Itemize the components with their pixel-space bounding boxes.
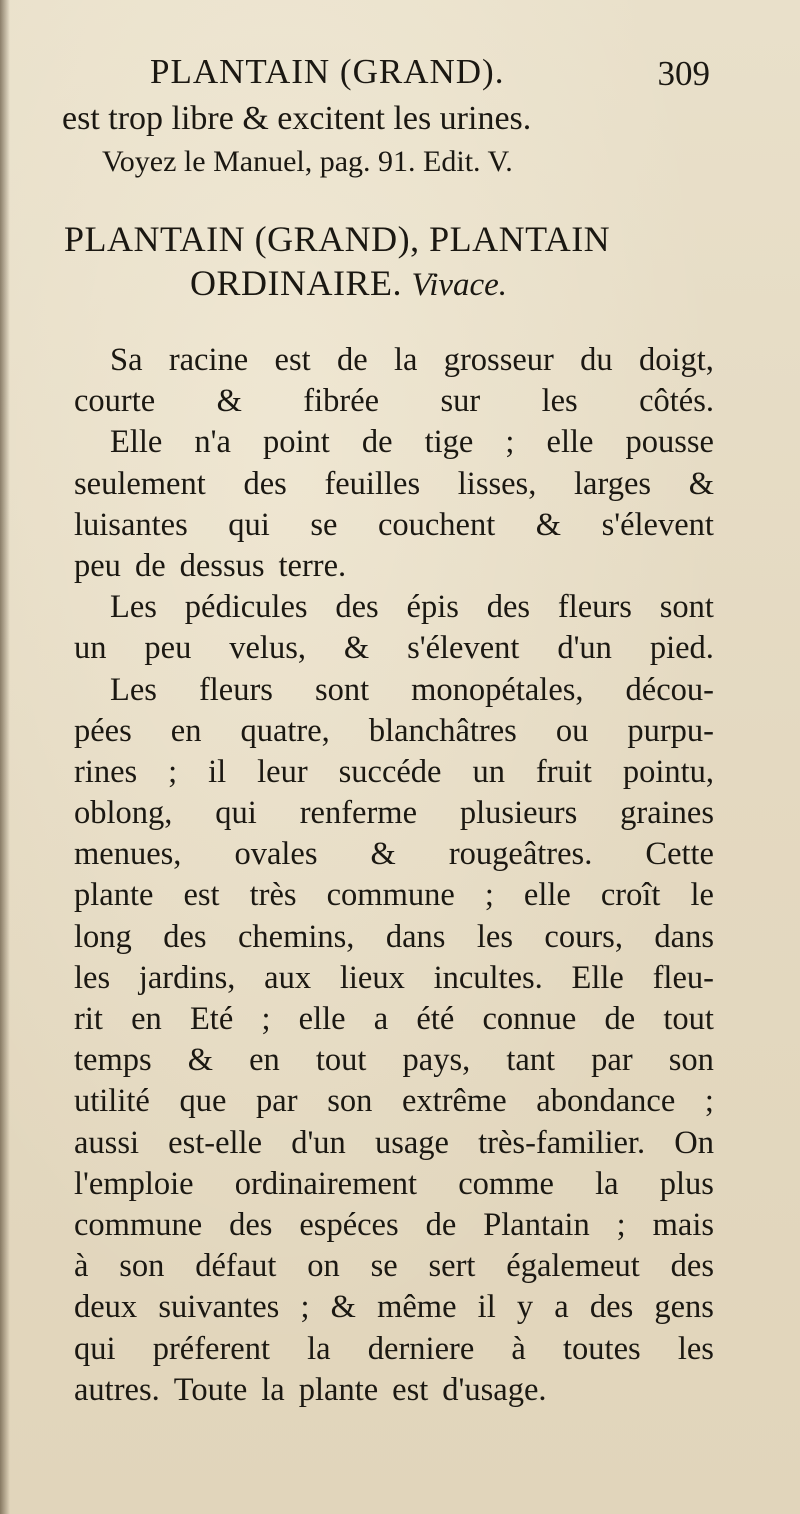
word: des: [486, 589, 531, 626]
word: feuilles: [324, 465, 421, 502]
word: fleurs: [198, 671, 273, 708]
word: &: [330, 1289, 356, 1326]
word: &: [343, 630, 370, 667]
word: Les: [110, 671, 157, 708]
word: renferme: [299, 795, 417, 832]
word: par: [256, 1083, 298, 1120]
text-line: [74, 1370, 714, 1411]
word: fleu-: [652, 959, 714, 996]
word: sur: [440, 383, 481, 420]
word: fibrée: [303, 383, 380, 420]
word: point: [263, 424, 330, 461]
word: menues,: [74, 836, 182, 873]
word: se: [310, 506, 338, 543]
text-line: [74, 546, 714, 587]
word: ;: [484, 877, 494, 914]
word: incultes.: [433, 959, 543, 996]
word: terre.: [278, 547, 347, 584]
word: ;: [704, 1083, 714, 1120]
word: Elle: [571, 959, 624, 996]
word: a: [373, 1001, 389, 1037]
word: &: [216, 383, 242, 420]
word: son: [327, 1083, 373, 1120]
entry-heading-line-2: [190, 262, 507, 304]
word: Eté: [189, 1001, 234, 1037]
word: abondance: [536, 1083, 676, 1120]
word: larges: [574, 465, 652, 502]
word: s'élevent: [601, 506, 714, 543]
word: leur: [257, 753, 308, 790]
word: quatre,: [240, 712, 330, 749]
word: de: [336, 342, 368, 378]
word: des: [243, 465, 287, 502]
word: &: [187, 1042, 214, 1079]
word: en: [131, 1001, 162, 1037]
word: elle: [523, 877, 571, 914]
word: connue: [482, 1001, 577, 1037]
word: Elle: [110, 424, 163, 461]
word: jardins,: [138, 959, 236, 996]
word: chemins,: [237, 918, 355, 955]
word: luisantes: [74, 506, 188, 543]
word: tout: [315, 1042, 367, 1079]
word: préferent: [152, 1330, 270, 1367]
word: comme: [458, 1165, 554, 1202]
word: est: [183, 877, 220, 914]
word: qui: [228, 506, 270, 543]
word: extrême: [401, 1083, 507, 1120]
word: y: [516, 1289, 534, 1326]
word: Les: [110, 589, 157, 626]
text-line: [74, 381, 714, 422]
word: un: [74, 630, 107, 667]
word: que: [179, 1083, 227, 1120]
word: défaut: [195, 1248, 277, 1285]
word: très-familier.: [478, 1124, 646, 1161]
word: velus,: [229, 630, 306, 667]
word: d'un: [557, 630, 612, 667]
word: &: [370, 836, 396, 873]
word: utilité: [74, 1083, 150, 1120]
text-line: [74, 1287, 714, 1328]
word: usage: [374, 1124, 449, 1161]
word: se: [370, 1248, 398, 1285]
text-line: [74, 752, 714, 793]
word: épis: [406, 589, 459, 626]
word: est: [392, 1371, 429, 1408]
word: mais: [652, 1206, 714, 1243]
entry-heading-vivace: Vivace.: [411, 267, 508, 303]
word: son: [668, 1042, 714, 1079]
text-line: [74, 711, 714, 752]
word: aux: [264, 959, 312, 996]
word: elle: [546, 424, 594, 461]
word: a: [554, 1289, 569, 1326]
word: pointu,: [622, 753, 714, 790]
word: derniere: [367, 1330, 475, 1367]
word: plante: [298, 1371, 379, 1408]
word: il: [477, 1289, 496, 1326]
word: des: [229, 1206, 273, 1243]
word: aussi: [74, 1124, 139, 1161]
word: de: [361, 424, 393, 461]
text-line: [74, 1246, 714, 1287]
text-line: [74, 1123, 714, 1164]
word: graines: [620, 795, 714, 832]
word: ou: [555, 712, 589, 749]
word: sert: [428, 1248, 476, 1285]
carryover-line-1: est trop libre & excitent les urines.: [62, 100, 532, 137]
word: monopétales,: [411, 671, 584, 708]
word: les: [677, 1330, 714, 1367]
entry-body: [74, 340, 714, 1411]
word: croît: [600, 877, 661, 914]
word: ;: [261, 1001, 271, 1037]
word: qui: [74, 1330, 116, 1367]
word: des: [163, 918, 207, 955]
word: un: [472, 753, 505, 790]
word: grosseur: [443, 342, 554, 378]
word: pédicules: [184, 589, 308, 626]
word: est: [274, 342, 311, 378]
word: été: [416, 1001, 455, 1037]
word: oblong,: [74, 795, 173, 832]
text-line: [74, 505, 714, 546]
word: est-elle: [168, 1124, 263, 1161]
word: de: [425, 1206, 457, 1243]
word: long: [74, 918, 132, 955]
word: rines: [74, 753, 138, 790]
word: pied.: [649, 630, 714, 667]
word: à: [511, 1330, 526, 1367]
word: peu: [74, 547, 121, 584]
word: peu: [144, 630, 192, 667]
word: ordinairement: [234, 1165, 418, 1202]
word: ;: [505, 424, 515, 461]
word: en: [170, 712, 202, 749]
word: dans: [385, 918, 446, 955]
word: pousse: [625, 424, 714, 461]
word: &: [535, 506, 562, 543]
text-line: [74, 834, 714, 875]
word: pays,: [402, 1042, 471, 1079]
word: la: [307, 1330, 331, 1367]
word: de: [134, 547, 166, 584]
text-line: [74, 917, 714, 958]
text-line: [74, 670, 714, 711]
word: s'élevent: [407, 630, 520, 667]
word: seulement: [74, 465, 206, 502]
page-gutter-shadow: [0, 0, 10, 1514]
word: temps: [74, 1042, 152, 1079]
word: plante: [74, 877, 154, 914]
word: courte: [74, 383, 156, 420]
word: côtés.: [639, 383, 714, 420]
entry-heading-ordinaire: ORDINAIRE.: [190, 263, 402, 303]
text-line: [74, 1164, 714, 1205]
text-line: [74, 587, 714, 628]
word: même: [377, 1289, 457, 1326]
word: elle: [298, 1001, 346, 1037]
word: des: [589, 1289, 634, 1326]
word: Cette: [645, 836, 714, 873]
word: son: [119, 1248, 165, 1285]
page-number: 309: [657, 54, 710, 93]
carryover-line-2: Voyez le Manuel, pag. 91. Edit. V.: [102, 145, 513, 178]
word: blanchâtres: [368, 712, 517, 749]
text-line: [74, 1040, 714, 1081]
word: &: [688, 465, 714, 502]
text-line: [74, 340, 714, 381]
word: doigt,: [638, 342, 714, 378]
text-line: [74, 1329, 714, 1370]
word: dessus: [179, 547, 265, 584]
word: on: [307, 1248, 340, 1285]
word: d'usage.: [442, 1371, 547, 1408]
word: ;: [168, 753, 178, 790]
word: autres.: [74, 1371, 160, 1408]
word: la: [393, 342, 418, 378]
word: d'un: [291, 1124, 346, 1161]
word: deux: [74, 1289, 138, 1326]
word: des: [335, 589, 379, 626]
word: lisses,: [457, 465, 537, 502]
text-line: [74, 1081, 714, 1122]
word: Toute: [173, 1371, 248, 1408]
word: fleurs: [557, 589, 632, 626]
word: lieux: [339, 959, 405, 996]
word: cours,: [544, 918, 623, 955]
word: du: [580, 342, 613, 378]
word: commune: [74, 1206, 203, 1243]
word: par: [591, 1042, 633, 1079]
word: espéces: [299, 1206, 399, 1243]
word: des: [670, 1248, 714, 1285]
word: fruit: [535, 753, 592, 790]
word: les: [541, 383, 578, 420]
word: plusieurs: [459, 795, 578, 832]
text-line: [74, 1205, 714, 1246]
word: Sa: [110, 342, 143, 378]
word: toutes: [563, 1330, 641, 1367]
word: les: [74, 959, 111, 996]
word: gens: [654, 1289, 714, 1326]
word: sont: [659, 589, 714, 626]
word: la: [261, 1371, 285, 1408]
word: ;: [616, 1206, 626, 1243]
word: qui: [215, 795, 257, 832]
word: égalemeut: [506, 1248, 640, 1285]
word: décou-: [625, 671, 714, 708]
word: les: [476, 918, 513, 955]
word: dans: [654, 918, 714, 955]
word: tout: [663, 1001, 714, 1037]
text-line: [74, 999, 714, 1040]
word: il: [208, 753, 227, 790]
word: le: [690, 877, 714, 914]
word: rit: [74, 1001, 103, 1037]
word: à: [74, 1248, 89, 1285]
word: très: [249, 877, 297, 914]
entry-heading-line-1: PLANTAIN (GRAND), PLANTAIN: [64, 219, 611, 259]
text-line: [74, 422, 714, 463]
word: rougeâtres.: [448, 836, 593, 873]
text-line: [74, 793, 714, 834]
word: n'a: [194, 424, 231, 461]
text-line: [74, 875, 714, 916]
word: ;: [300, 1289, 310, 1326]
text-line: [74, 958, 714, 999]
word: couchent: [377, 506, 496, 543]
word: en: [249, 1042, 280, 1079]
word: Plantain: [483, 1206, 590, 1243]
word: succéde: [338, 753, 442, 790]
word: ovales: [234, 836, 318, 873]
word: la: [595, 1165, 619, 1202]
word: suivantes: [158, 1289, 280, 1326]
word: de: [604, 1001, 636, 1037]
word: On: [674, 1124, 714, 1161]
text-line: [74, 628, 714, 669]
word: purpu-: [627, 712, 714, 749]
word: pées: [74, 712, 132, 749]
word: plus: [659, 1165, 714, 1202]
running-head-title: PLANTAIN (GRAND).: [150, 52, 505, 91]
word: l'emploie: [74, 1165, 194, 1202]
word: tige: [424, 424, 474, 461]
word: racine: [168, 342, 249, 378]
word: tant: [506, 1042, 556, 1079]
text-line: [74, 464, 714, 505]
word: commune: [326, 877, 455, 914]
running-head: [150, 52, 710, 96]
word: sont: [314, 671, 370, 708]
